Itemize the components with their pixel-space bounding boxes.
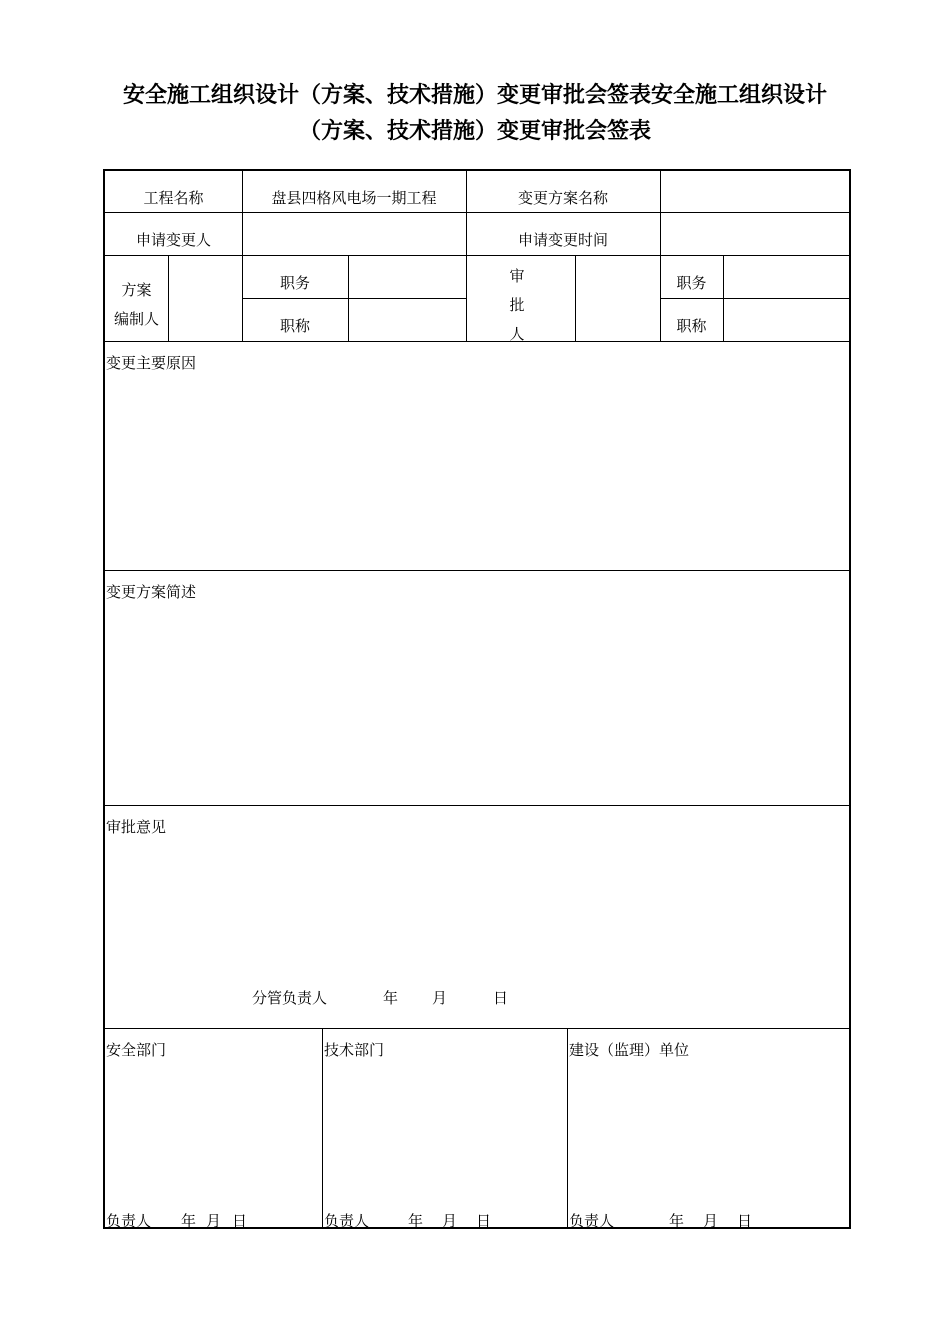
project-name-label: 工程名称 xyxy=(143,189,204,207)
approver-label: 人 xyxy=(509,325,525,343)
column-divider xyxy=(575,255,576,341)
approver-label: 批 xyxy=(509,296,525,314)
apply-time-label: 申请变更时间 xyxy=(517,231,608,249)
tech-responsible-label: 负责人 xyxy=(324,1212,370,1230)
safety-dept-label: 安全部门 xyxy=(106,1041,167,1059)
safety-day-label: 日 xyxy=(232,1212,248,1230)
opinion-day-label: 日 xyxy=(493,989,509,1007)
document-title-line-1: 安全施工组织设计（方案、技术措施）变更审批会签表安全施工组织设计 xyxy=(122,83,827,108)
opinion-year-label: 年 xyxy=(383,989,399,1007)
approver-position-label: 职务 xyxy=(676,274,707,292)
approver-title-label: 职称 xyxy=(676,317,707,335)
row-divider xyxy=(105,805,849,806)
row-divider xyxy=(105,570,849,571)
construction-day-label: 日 xyxy=(737,1212,753,1230)
applicant-label: 申请变更人 xyxy=(135,231,211,249)
tech-year-label: 年 xyxy=(408,1212,424,1230)
approver-label: 审 xyxy=(509,267,525,285)
tech-day-label: 日 xyxy=(476,1212,492,1230)
column-divider xyxy=(660,171,661,341)
row-divider xyxy=(105,1028,849,1029)
compiler-title-label: 职称 xyxy=(279,317,310,335)
safety-year-label: 年 xyxy=(181,1212,197,1230)
change-reason-label: 变更主要原因 xyxy=(106,354,197,372)
column-divider xyxy=(348,255,349,341)
compiler-position-label: 职务 xyxy=(279,274,310,292)
column-divider xyxy=(168,255,169,341)
column-divider xyxy=(723,255,724,341)
construction-year-label: 年 xyxy=(669,1212,685,1230)
row-divider xyxy=(105,255,849,256)
project-name-value[interactable]: 盘县四格风电场一期工程 xyxy=(271,189,437,207)
row-divider xyxy=(105,212,849,213)
tech-dept-label: 技术部门 xyxy=(324,1041,385,1059)
approval-form-table xyxy=(103,169,851,1229)
row-divider xyxy=(242,298,466,299)
construction-month-label: 月 xyxy=(703,1212,719,1230)
row-divider xyxy=(660,298,849,299)
tech-month-label: 月 xyxy=(442,1212,458,1230)
opinion-signer-label: 分管负责人 xyxy=(252,989,328,1007)
row-divider xyxy=(105,341,849,342)
compiler-label: 编制人 xyxy=(113,310,159,328)
approval-opinion-label: 审批意见 xyxy=(106,818,167,836)
column-divider xyxy=(322,1028,323,1227)
safety-responsible-label: 负责人 xyxy=(106,1212,152,1230)
opinion-month-label: 月 xyxy=(432,989,448,1007)
column-divider xyxy=(567,1028,568,1227)
safety-month-label: 月 xyxy=(206,1212,222,1230)
construction-responsible-label: 负责人 xyxy=(569,1212,615,1230)
compiler-label: 方案 xyxy=(121,281,152,299)
change-summary-label: 变更方案简述 xyxy=(106,583,197,601)
construction-unit-label: 建设（监理）单位 xyxy=(569,1041,690,1059)
change-plan-name-label: 变更方案名称 xyxy=(517,189,608,207)
document-title-line-2: （方案、技术措施）变更审批会签表 xyxy=(298,119,651,144)
